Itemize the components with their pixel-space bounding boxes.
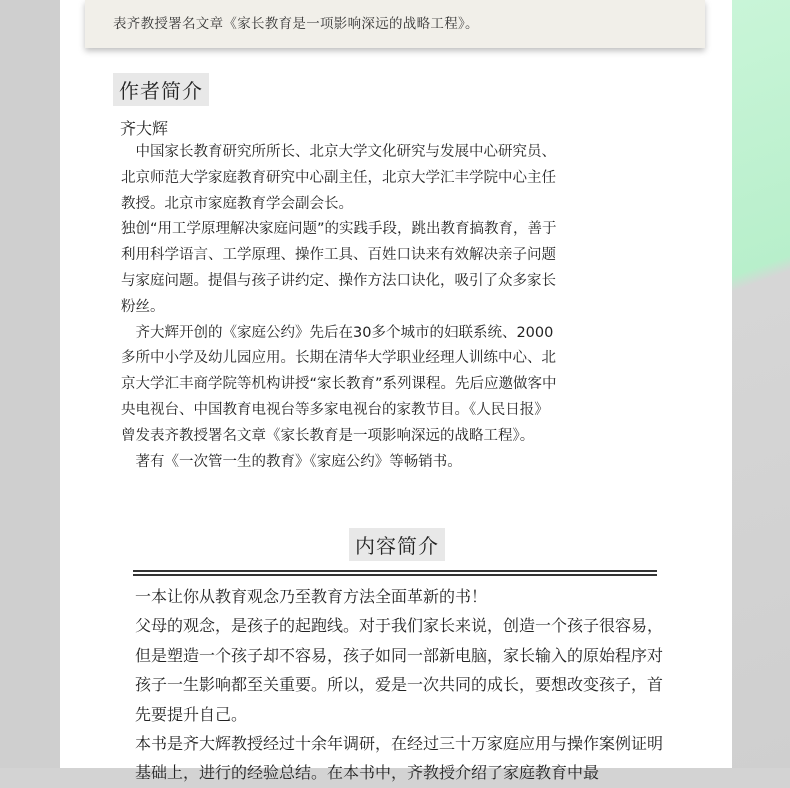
left-background — [0, 0, 60, 768]
author-section-title: 作者简介 — [113, 73, 209, 106]
author-name: 齐大辉 — [120, 119, 169, 138]
content-paragraph: 父母的观念，是孩子的起跑线。对于我们家长来说，创造一个孩子很容易，但是塑造一个孩子却不容易，孩子如同一部新电脑，家长输入的原始程序对孩子一生影响都至关重要。所以，爱是一次共同的成长，要想改变孩子，首先要提升自己。 — [135, 616, 664, 724]
bio-paragraph: 中国家长教育研究所所长、北京大学文化研究与发展中心研究员、北京师范大学家庭教育研究中心副主任，北京大学汇丰学院中心主任教授。北京市家庭教育学会副会长。 — [121, 144, 556, 212]
author-bio — [121, 140, 561, 475]
content-paragraph: 本书是齐大辉教授经过十余年调研，在经过三十万家庭应用与操作案例证明基础上，进行的经验总结。在本书中，齐教授介绍了家庭教育中最 — [135, 734, 664, 783]
divider-line — [133, 570, 657, 572]
divider-line — [133, 574, 657, 576]
book-detail-page[interactable] — [60, 0, 732, 783]
bio-paragraph: 著有《一次管一生的教育》《家庭公约》等畅销书。 — [135, 453, 462, 470]
right-background — [732, 0, 790, 768]
bio-paragraph: 独创“用工学原理解决家庭问题”的实践手段，跳出教育搞教育，善于利用科学语言、工学原理、操作工具、百姓口诀来有效解决亲子问题与家庭问题。提倡与孩子讲约定、操作方法口诀化，吸引了众多家长粉丝。 — [121, 221, 557, 315]
content-section-title: 内容简介 — [349, 528, 445, 561]
content-paragraph: 一本让你从教育观念乃至教育方法全面革新的书！ — [135, 587, 488, 606]
quote-card — [85, 0, 705, 48]
bio-paragraph: 齐大辉开创的《家庭公约》先后在30多个城市的妇联系统、2000多所中小学及幼儿园应用。长期在清华大学职业经理人训练中心、北京大学汇丰商学院等机构讲授“家长教育”系列课程。先后应邀做客中央电视台、中国教育电视台等多家电视台的家教节目。《人民日报》曾发表齐教授署名文章《家长教育是一项影响深远的战略工程》。 — [121, 324, 557, 444]
quote-text: 表齐教授署名文章《家长教育是一项影响深远的战略工程》。 — [113, 16, 479, 32]
content-description — [135, 582, 665, 788]
